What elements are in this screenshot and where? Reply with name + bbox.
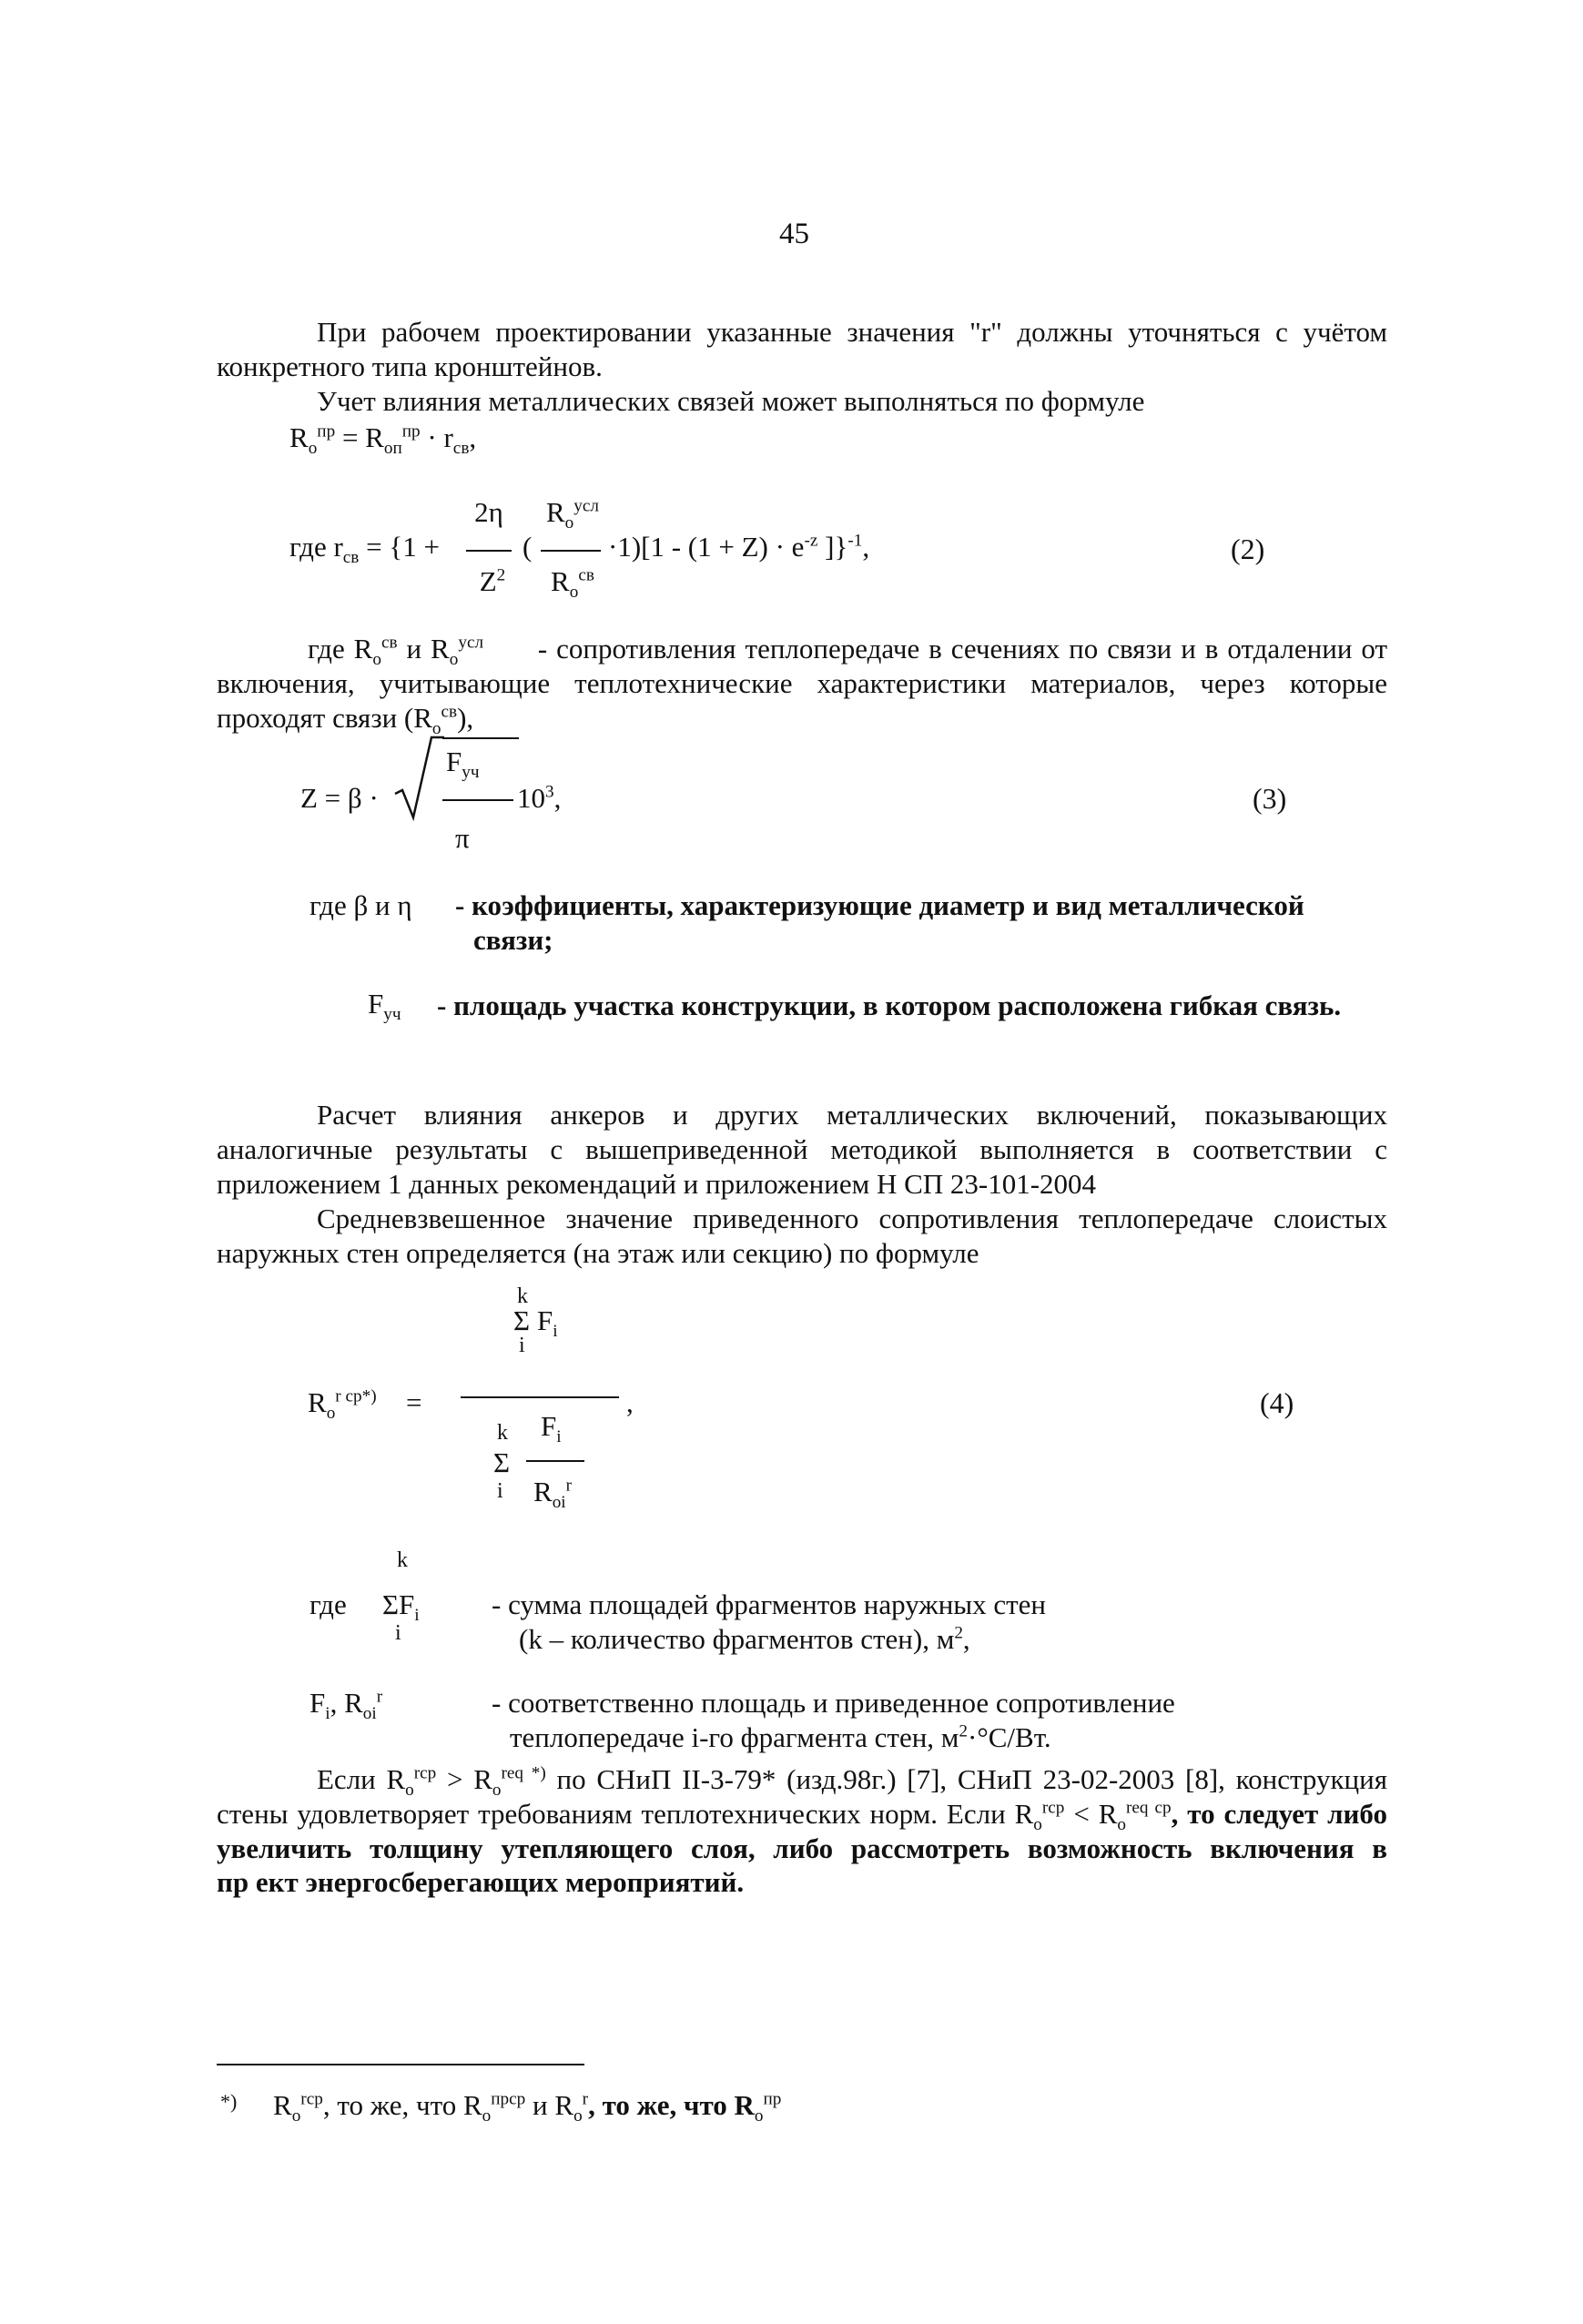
formula-text: R (273, 2089, 292, 2121)
fraction-denominator: π (455, 822, 470, 854)
formula-text: F (309, 1687, 326, 1719)
formula-text: ]} (817, 531, 848, 563)
formula-sub: o (405, 1781, 414, 1801)
sum-lower-limit: i (497, 1479, 503, 1503)
paragraph-anchors: Расчет влияния анкеров и других металлических включений, показывающих аналогичные результаты с вышеприведенной методикой выполняется в соответствии с приложением 1 данных рекомендаций и приложением Н СП 23-101-2004 (217, 1099, 1387, 1200)
formula-sub: oi (362, 1704, 377, 1724)
definition-line (492, 1720, 1365, 1755)
formula-text: = {1 + (359, 531, 440, 563)
formula-sub: o (754, 2106, 764, 2126)
formula-text: ·1)[1 - (1 + Z) · e (608, 531, 805, 563)
formula-1 (289, 421, 477, 459)
formula-text: R (545, 496, 565, 528)
paragraph-text: ект энергосберегающих мероприятий. (255, 1866, 745, 1899)
formula-sup: усл (573, 496, 599, 516)
formula-sub: i (556, 1427, 562, 1447)
formula-text: ΣF (382, 1588, 415, 1620)
formula-text: , (469, 421, 477, 453)
footnote-separator (217, 2064, 584, 2065)
fraction-bar (526, 1460, 584, 1462)
formula-sup: св (381, 633, 398, 653)
formula-sup: r ср*) (335, 1386, 377, 1406)
formula-text: F (537, 1304, 553, 1336)
definition-beta-eta-term: где β и η (309, 889, 412, 921)
formula-text: ( (523, 531, 533, 563)
formula-text: > R (436, 1763, 492, 1795)
equation-number-3: (3) (1253, 782, 1287, 815)
definition-fi-term (309, 1686, 383, 1724)
paragraph-text: - сопротивления теплопередаче в сечениях по связи и в отдалении от включения, учитывающие теплотехнические характеристики материалов, через которые проходят связи (R (217, 633, 1388, 734)
fraction-bar (541, 550, 601, 552)
sum-term (382, 1588, 420, 1626)
page-number: 45 (779, 218, 809, 250)
formula-sub: св (342, 548, 360, 568)
equation-4 (308, 1284, 726, 1538)
sum-term (537, 1304, 558, 1342)
formula-text: и R (525, 2089, 574, 2121)
equation-lead (289, 530, 440, 568)
formula-sup: req ср (1126, 1798, 1172, 1818)
formula-sub: o (326, 1404, 336, 1424)
formula-sub: o (564, 513, 574, 533)
formula-text: , (553, 782, 562, 814)
formula-sup: rср (1041, 1798, 1065, 1818)
paragraph-resistances-definition (217, 632, 1388, 738)
fraction-denominator (541, 564, 604, 603)
sum-upper-limit: k (517, 1284, 528, 1308)
sqrt-numerator (446, 745, 480, 783)
definition-line: - сумма площадей фрагментов наружных стен (492, 1588, 1047, 1620)
formula-sub: o (492, 1781, 502, 1801)
formula-text: R (289, 421, 309, 453)
formula-sub: оп (383, 439, 402, 459)
footnote-text (273, 2088, 782, 2126)
formula-text: где R (308, 633, 373, 665)
formula-sup: 3 (545, 782, 554, 802)
formula-sup: rср (413, 1763, 437, 1783)
formula-sup: -1 (847, 531, 863, 551)
formula-sub: св (452, 439, 470, 459)
sum-lower-limit: i (395, 1621, 401, 1645)
formula-text: где r (289, 531, 343, 563)
formula-sub: i (553, 1322, 558, 1342)
equation-lhs (308, 1385, 377, 1424)
sqrt-sign-icon (391, 734, 446, 821)
formula-sup: r (565, 1476, 573, 1496)
sum-upper-limit: k (397, 1548, 408, 1572)
formula-text: , то же, что R (322, 2089, 482, 2121)
formula-sup: rср (300, 2089, 323, 2109)
equation-tail (517, 781, 561, 816)
fraction-denominator (470, 564, 515, 599)
formula-text: и R (397, 633, 450, 665)
definition-sum-term (309, 1548, 473, 1648)
formula-sup: св (578, 565, 594, 585)
definition-fi-text (492, 1686, 1365, 1755)
formula-sub: o (372, 650, 381, 670)
formula-text: где (309, 1588, 347, 1620)
formula-text: · r (420, 421, 453, 453)
formula-text: , R (330, 1687, 363, 1719)
formula-sub: o (482, 2106, 492, 2126)
paragraph-refinement-note: При рабочем проектировании указанные значения "r" должны уточняться с учётом конкретного типа кронштейнов. (217, 316, 1387, 382)
formula-sup: req *) (501, 1763, 546, 1783)
fraction-numerator: 2η (474, 496, 503, 528)
formula-sub: i (414, 1606, 420, 1626)
formula-sup: 2 (954, 1623, 963, 1643)
formula-sub: уч (462, 763, 480, 783)
formula-sub: o (573, 2106, 583, 2126)
fraction-numerator (541, 1409, 562, 1447)
definition-beta-eta-text: - коэффициенты, характеризующие диаметр и вид металлической связи; (455, 889, 1304, 956)
formula-sub: o (1033, 1815, 1042, 1834)
formula-sup: пр (763, 2089, 782, 2109)
formula-sub: o (431, 718, 441, 738)
formula-sub: i (325, 1704, 330, 1724)
sum-lower-limit: i (519, 1334, 525, 1357)
formula-text: , (626, 1386, 634, 1418)
formula-text: (k – количество фрагментов стен), м (519, 1622, 955, 1655)
formula-sup: r (582, 2089, 589, 2109)
formula-text: 10 (517, 782, 545, 814)
sum-sign: Σ (493, 1446, 511, 1478)
formula-text: R (533, 1476, 553, 1507)
formula-sub: уч (383, 1005, 401, 1025)
formula-sub: o (449, 650, 459, 670)
equation-number-2: (2) (1231, 533, 1265, 565)
formula-text: , то же, что R (588, 2089, 755, 2121)
definition-f-text: - площадь участка конструкции, в котором расположена гибкая связь. (437, 989, 1342, 1021)
fraction-numerator (541, 495, 604, 533)
formula-sup: прср (491, 2089, 526, 2109)
fraction-bar (442, 799, 513, 801)
formula-sup: 2 (959, 1721, 969, 1741)
sqrt-bar (442, 737, 519, 739)
formula-sup: 2 (496, 565, 506, 585)
formula-text: Z = β · (300, 782, 379, 814)
definition-sum-text (492, 1588, 1365, 1657)
formula-sup: пр (317, 421, 336, 441)
formula-text: R (551, 565, 570, 597)
formula-text: ·°С/Вт. (968, 1720, 1051, 1753)
formula-text: < R (1064, 1797, 1118, 1830)
footnote-mark: *) (220, 2090, 238, 2113)
formula-text: , (962, 1622, 970, 1655)
formula-sub: o (569, 583, 579, 603)
formula-text: теплопередаче i-го фрагмента стен, м (510, 1720, 959, 1753)
formula-sup: r (376, 1687, 383, 1707)
fraction-denominator (533, 1475, 573, 1513)
formula-text: , (862, 531, 870, 563)
paragraph-text: , то следует либо увеличить толщину утепляющего слоя, либо рассмотреть возможность включения в пр (217, 1797, 1387, 1899)
paragraph-compliance (217, 1762, 1387, 1900)
formula-sub: o (1117, 1815, 1126, 1834)
formula-text: F (368, 988, 384, 1020)
definition-line (492, 1622, 1365, 1657)
equation-tail (608, 530, 869, 564)
formula-sub: o (308, 439, 318, 459)
fraction-bar (461, 1396, 619, 1398)
formula-sup: -z (804, 531, 818, 551)
formula-text: = R (335, 421, 384, 453)
formula-text: = (406, 1386, 422, 1418)
formula-sup: пр (401, 421, 421, 441)
formula-text: R (308, 1386, 327, 1418)
formula-text: ), (457, 701, 474, 734)
definition-f-term (368, 987, 401, 1025)
sum-upper-limit: k (497, 1421, 508, 1445)
sum-sign: Σ (513, 1304, 531, 1336)
formula-sup: усл (458, 633, 484, 653)
formula-sub: o (291, 2106, 301, 2126)
paragraph-weighted-average: Средневзвешенное значение приведенного сопротивления теплопередаче слоистых наружных стен определяется (на этаж или секцию) по формуле (217, 1203, 1387, 1269)
fraction-bar (466, 550, 512, 552)
formula-sub: oi (552, 1493, 566, 1513)
equation-number-4: (4) (1260, 1386, 1294, 1419)
formula-text: F (541, 1410, 557, 1442)
definition-line: - соответственно площадь и приведенное сопротивление (492, 1687, 1175, 1719)
formula-text: Если R (317, 1763, 406, 1795)
formula-text: Z (479, 565, 497, 597)
formula-text: F (446, 746, 462, 777)
paragraph-text: по СНиП II-3-79* (изд.98г.) [7], СНиП 23-02-2003 [8], конструкция стены удовлетворяет требованиям теплотехнических норм. Если R (217, 1763, 1387, 1830)
paragraph-metal-ties-intro: Учет влияния металлических связей может выполняться по формуле (317, 385, 1145, 417)
formula-sup: св (441, 702, 458, 722)
